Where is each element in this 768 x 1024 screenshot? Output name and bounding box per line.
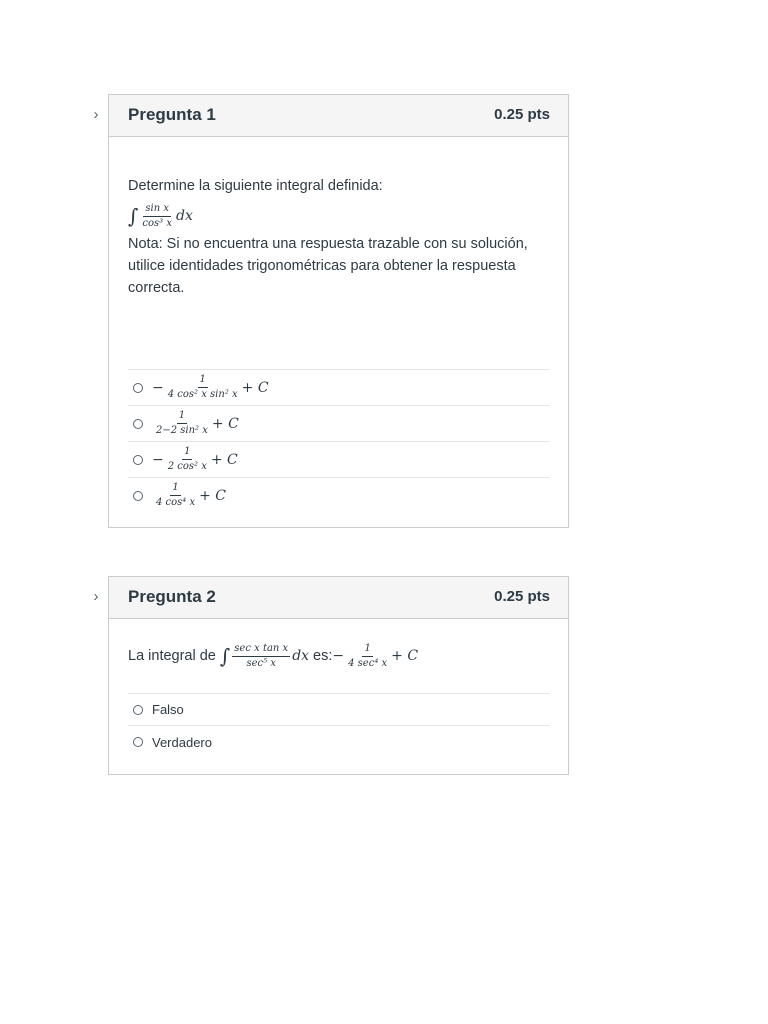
question-card: [108, 576, 569, 775]
answer-math: [152, 410, 239, 437]
answer-label: Falso: [152, 702, 184, 717]
question-title: Pregunta 2: [128, 587, 216, 606]
result-sign: −: [332, 648, 345, 664]
question-body: [109, 137, 568, 527]
fraction-numerator: 1: [182, 446, 192, 460]
chevron-right-icon[interactable]: ›: [93, 106, 99, 123]
question-prompt: Determine la siguiente integral definida:: [128, 178, 383, 194]
answer-fraction: [166, 374, 240, 401]
result-fraction: [346, 643, 389, 670]
integral-fraction: [140, 203, 174, 230]
prompt-text: es:: [313, 648, 333, 664]
integral-sign: ∫: [128, 204, 139, 228]
answer-option-verdadero[interactable]: [128, 726, 549, 758]
answer-fraction: [154, 482, 197, 509]
radio-empty-icon[interactable]: [133, 419, 143, 429]
answer-constant: + C: [199, 487, 227, 504]
fraction-denominator: cos³ x: [142, 217, 173, 229]
answer-option-falso[interactable]: [128, 694, 549, 726]
answer-option-1[interactable]: [128, 370, 549, 406]
fraction-numerator: sec x tan x: [232, 643, 290, 657]
radio-empty-icon[interactable]: [133, 737, 143, 747]
prompt-text: La integral de: [128, 648, 216, 664]
question-prompt: [128, 641, 549, 671]
radio-empty-icon[interactable]: [133, 491, 143, 501]
fraction-numerator: 1: [170, 482, 180, 496]
answer-option-3[interactable]: [128, 442, 549, 478]
radio-empty-icon[interactable]: [133, 383, 143, 393]
integral-sign: ∫: [219, 644, 231, 668]
fraction-numerator: sin x: [143, 203, 171, 217]
radio-empty-icon[interactable]: [133, 455, 143, 465]
answer-sign: −: [152, 379, 164, 396]
fraction-denominator: sec⁵ x: [246, 657, 276, 669]
answer-list: [128, 693, 549, 758]
question-header: [109, 577, 568, 619]
question-points: 0.25 pts: [494, 588, 550, 605]
answer-math: [152, 374, 269, 401]
answer-fraction: [154, 410, 210, 437]
integral-differential: dx: [292, 648, 310, 664]
chevron-right-icon[interactable]: ›: [93, 588, 99, 605]
question-points: 0.25 pts: [494, 106, 550, 123]
integral-differential: dx: [176, 208, 193, 224]
fraction-denominator: 4 sec⁴ x: [348, 657, 388, 669]
fraction-numerator: 1: [198, 374, 208, 388]
answer-list: [128, 369, 549, 513]
answer-fraction: [166, 446, 209, 473]
integral-fraction: [232, 643, 290, 670]
fraction-denominator: 2−2 sin² x: [156, 425, 208, 436]
fraction-numerator: 1: [177, 410, 187, 424]
result-constant: + C: [391, 648, 419, 664]
answer-label: Verdadero: [152, 734, 212, 750]
question-card: [108, 94, 569, 528]
fraction-denominator: 4 cos² x sin² x: [167, 389, 238, 400]
answer-constant: + C: [211, 415, 239, 432]
answer-math: [152, 482, 226, 509]
question-integral: [220, 643, 309, 670]
radio-empty-icon[interactable]: [133, 705, 143, 715]
answer-math: [152, 446, 238, 473]
fraction-denominator: 4 cos⁴ x: [156, 497, 196, 508]
answer-sign: −: [152, 451, 164, 468]
question-integral: [128, 203, 549, 229]
answer-option-2[interactable]: [128, 406, 549, 442]
fraction-numerator: 1: [362, 643, 372, 657]
fraction-denominator: 2 cos² x: [167, 461, 207, 472]
question-body: [109, 619, 568, 774]
question-title: Pregunta 1: [128, 105, 216, 124]
answer-constant: + C: [241, 379, 269, 396]
answer-constant: + C: [210, 451, 238, 468]
question-note: Nota: Si no encuentra una respuesta trazable con su solución, utilice identidades trigonométricas para obtener la respuesta correcta.: [128, 236, 528, 296]
question-header: [109, 95, 568, 137]
question-result: [332, 643, 418, 670]
answer-option-4[interactable]: [128, 478, 549, 513]
